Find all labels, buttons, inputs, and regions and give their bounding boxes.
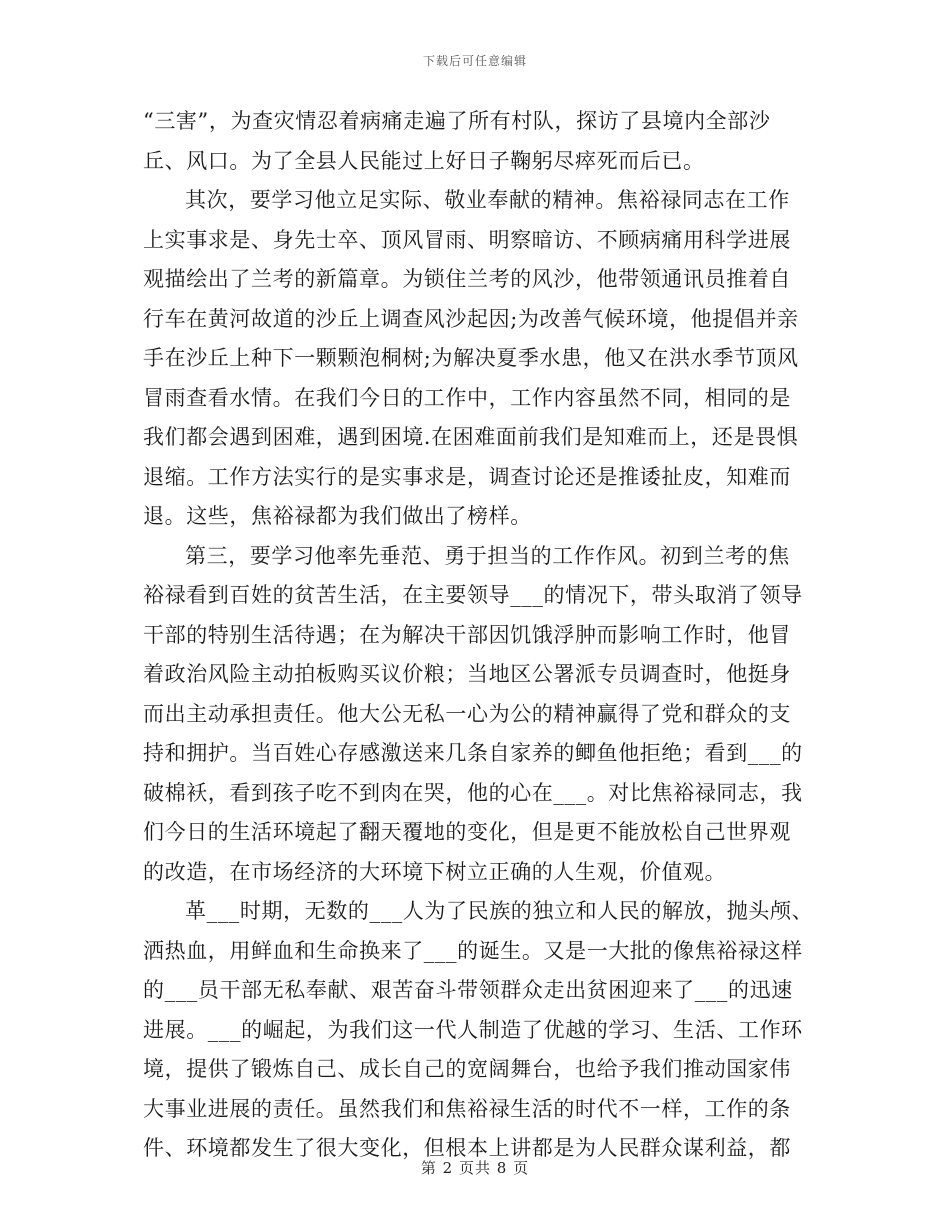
text-line: 退缩。工作方法实行的是实事求是，调查讨论还是推诿扯皮，知难而 [143,464,791,489]
text-line: “三害”，为查灾情忍着病痛走遍了所有村队，探访了县境内全部沙 [143,109,771,133]
text-line: 手在沙丘上种下一颗颗泡桐树;为解决夏季水患，他又在洪水季节顶风 [143,346,799,370]
text-line: 观描绘出了兰考的新篇章。为锁住兰考的风沙，他带领通讯员推着自 [143,267,791,291]
text-line: 干部的特别生活待遇；在为解决干部因饥饿浮肿而影响工作时，他冒 [143,622,791,647]
text-line: 我们都会遇到困难，遇到困境.在困难面前我们是知难而上，还是畏惧 [143,425,799,449]
text-line: 而出主动承担责任。他大公无私一心为公的精神赢得了党和群众的支 [143,701,791,726]
text-line: 进展。___的崛起，为我们这一代人制造了优越的学习、生活、工作环 [143,1017,803,1042]
text-line: 上实事求是、身先士卒、顶风冒雨、明察暗访、不顾病痛用科学进展 [143,227,791,252]
text-line: 着政治风险主动拍板购买议价粮；当地区公署派专员调查时，他挺身 [143,662,791,686]
text-line: 境，提供了锻炼自己、成长自己的宽阔舞台，也给予我们推动国家伟 [143,1057,791,1081]
text-line: 第三，要学习他率先垂范、勇于担当的工作作风。初到兰考的焦 [185,543,790,568]
text-line: 裕禄看到百姓的贫苦生活，在主要领导___的情况下，带头取消了领导 [143,583,803,607]
text-line: 冒雨查看水情。在我们今日的工作中，工作内容虽然不同，相同的是 [143,385,791,410]
text-line: 破棉袄，看到孩子吃不到肉在哭，他的心在___。对比焦裕禄同志，我 [143,780,803,805]
text-line: 的改造，在市场经济的大环境下树立正确的人生观，价值观。 [143,859,727,884]
text-line: 的___员干部无私奉献、艰苦奋斗带领群众走出贫困迎来了___的迅速 [143,978,793,1002]
text-line: 其次，要学习他立足实际、敬业奉献的精神。焦裕禄同志在工作 [185,188,790,212]
text-line: 丘、风口。为了全县人民能过上好日子鞠躬尽瘁死而后已。 [143,148,705,173]
page-header: 下载后可任意编辑 [422,54,527,68]
document-body [143,102,813,1169]
text-line: 持和拥护。当百姓心存感激送来几条自家养的鲫鱼他拒绝；看到___的 [143,741,803,765]
text-line: 革___时期，无数的___人为了民族的独立和人民的解放，抛头颅、 [185,899,813,923]
text-line: 们今日的生活环境起了翻天覆地的变化，但是更不能放松自己世界观 [143,820,791,844]
page-number: 第 2 页共 8 页 [420,1159,530,1177]
text-line: 大事业进展的责任。虽然我们和焦裕禄生活的时代不一样，工作的条 [143,1096,791,1121]
text-line: 件、环境都发生了很大变化，但根本上讲都是为人民群众谋利益，都 [143,1136,791,1160]
text-line: 洒热血，用鲜血和生命换来了___的诞生。又是一大批的像焦裕禄这样 [143,938,803,963]
text-line: 行车在黄河故道的沙丘上调查风沙起因;为改善气候环境，他提倡并亲 [143,306,799,331]
text-line: 退。这些，焦裕禄都为我们做出了榜样。 [143,504,532,528]
